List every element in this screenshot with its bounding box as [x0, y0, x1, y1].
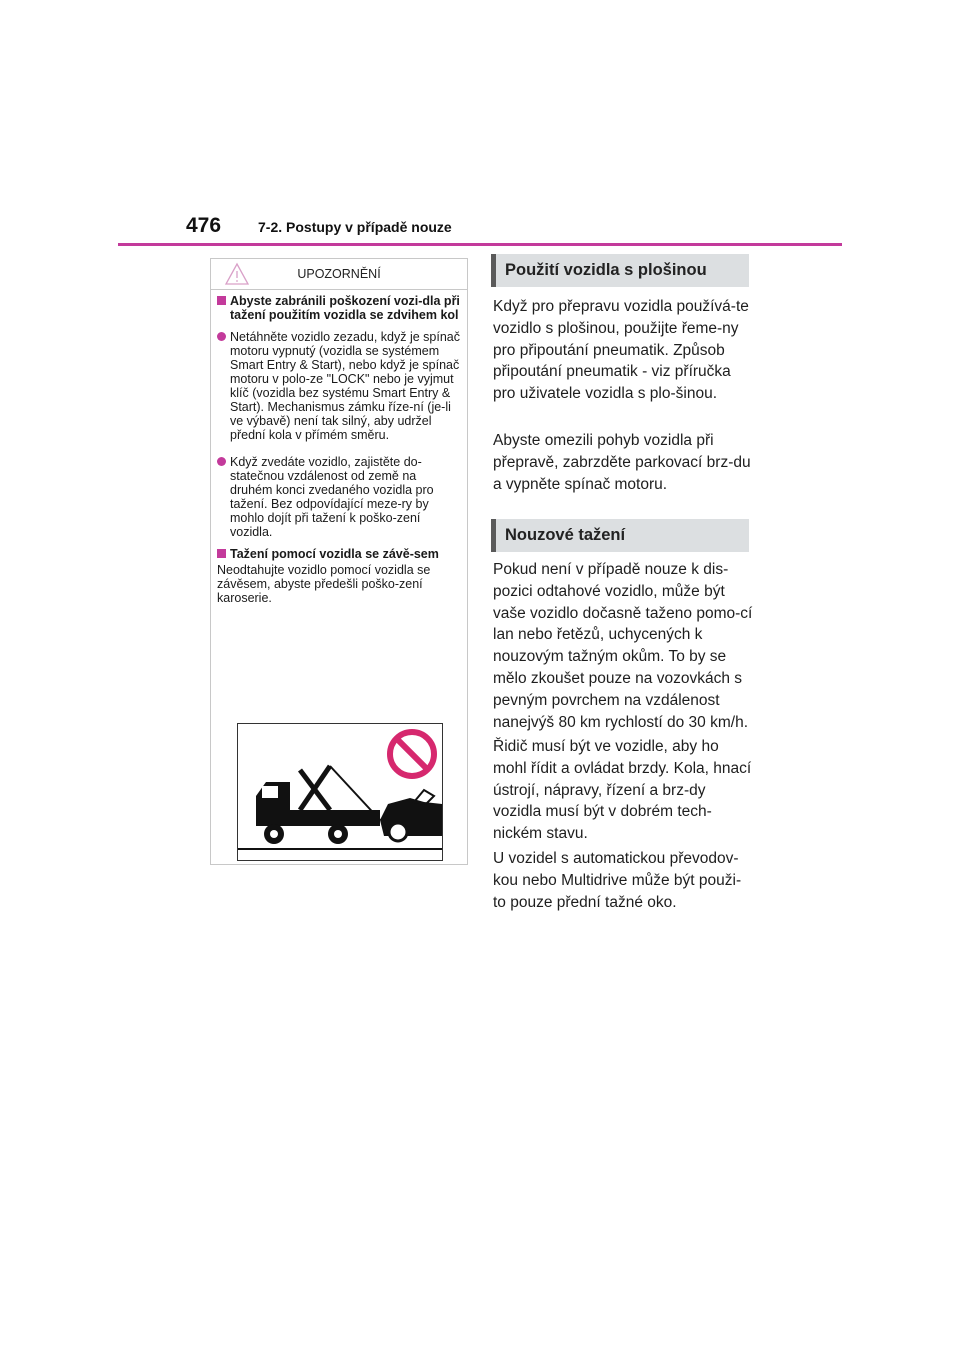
section-title: 7-2. Postupy v případě nouze — [258, 219, 452, 235]
heading-bar — [491, 254, 496, 287]
round-bullet-icon — [217, 457, 226, 466]
flatbed-paragraph-2: Abyste omezili pohyb vozidla při přepravě, zabrzděte parkovací brz-du a vypněte spínač motoru. — [493, 432, 751, 493]
round-bullet-icon — [217, 332, 226, 341]
square-bullet-icon — [217, 296, 226, 305]
warning-header — [211, 259, 467, 290]
warning-title: UPOZORNĚNÍ — [297, 267, 381, 281]
emergency-section-heading: Nouzové tažení — [491, 519, 749, 552]
warning-triangle-icon — [224, 262, 250, 286]
warning-bullet-clearance: Když zvedáte vozidlo, zajistěte do-statečnou vzdálenost od země na druhém konci zvedaného vozidla pro tažení. Bez odpovídající meze-ry by mohlo dojít při tažení k poško-zení vozidla. — [217, 455, 461, 539]
warning-heading-wheel-lift: Abyste zabránili poškození vozi-dla při tažení použitím vozidla se zdvihem kol — [217, 294, 461, 322]
heading-bar — [491, 519, 496, 552]
tow-truck-icon — [256, 766, 380, 844]
emergency-paragraph-1: Pokud není v případě nouze k dis-pozici odtahové vozidlo, může být vaše vozidlo dočasně taženo pomo-cí lan nebo řetězů, uchycených k nouzovým tažným okům. To by se mělo zkoušet pouze na vozovkách s pevným povrchem na vzdálenost nanejvýš 80 km rychlostí do 30 km/h. — [493, 561, 753, 731]
header-rule — [118, 243, 842, 246]
flatbed-section-heading: Použití vozidla s plošinou — [491, 254, 749, 287]
warning-heading-sling: Tažení pomocí vozidla se závě-sem — [217, 547, 461, 561]
warning-bullet-steering: Netáhněte vozidlo zezadu, když je spínač motoru vypnutý (vozidla se systémem Smart Entry & Start), nebo když je spínač motoru v polo-ze "LOCK" nebo je vyjmut klíč (vozidla bez systému Smart Entry & Start). Mechanismus zámku říze-ní (je-li ve výbavě) není tak silný, aby udržel přední kola v přímém směru. — [217, 330, 461, 442]
square-bullet-icon — [217, 549, 226, 558]
towed-car-icon — [380, 790, 442, 841]
warning-box — [210, 258, 468, 865]
emergency-paragraph-3: U vozidel s automatickou převodov-kou nebo Multidrive může být použi-to pouze přední tažné oko. — [493, 850, 742, 911]
emergency-paragraph-2: Řidič musí být ve vozidle, aby ho mohl řídit a ovládat brzdy. Kola, hnací ústrojí, nápravy, řízení a brz-dy vozidla musí být v dobrém tech-nickém stavu. — [493, 738, 752, 843]
warning-sling-text: Neodtahujte vozidlo pomocí vozidla se závěsem, abyste předešli poško-zení karoserie. — [217, 563, 431, 605]
sling-tow-illustration — [237, 723, 443, 861]
prohibition-icon — [390, 732, 434, 776]
page-number: 476 — [186, 214, 222, 237]
flatbed-paragraph-1: Když pro přepravu vozidla používá-te vozidlo s plošinou, použijte řeme-ny pro připoutání pneumatik. Způsob připoutání pneumatik - viz příručka pro uživatele vozidla s plo-šinou. — [493, 298, 749, 403]
